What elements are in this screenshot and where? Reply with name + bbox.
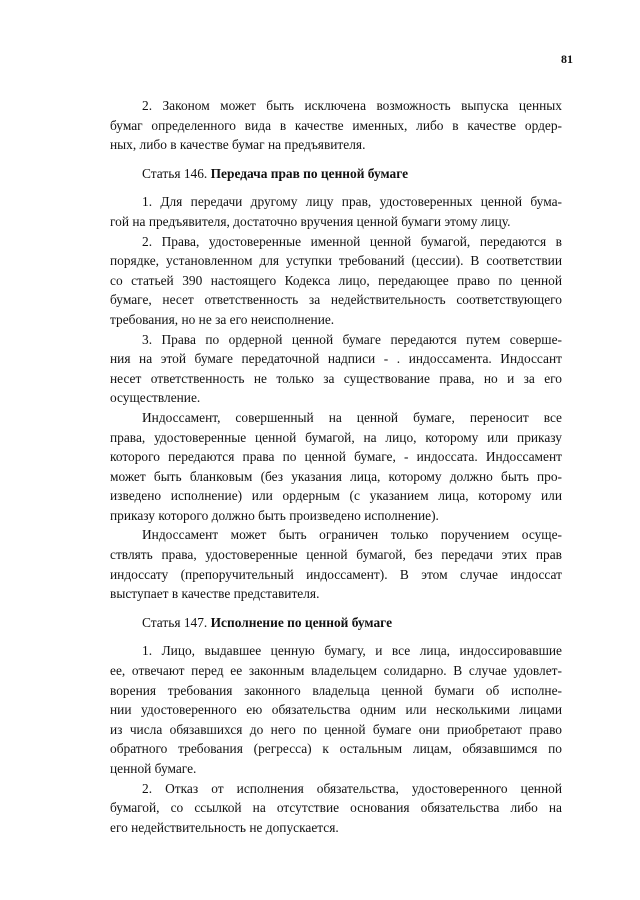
paragraph-147-2: [110, 779, 562, 838]
text-line: индоссату (препоручительный индоссамент). В этом случае индоссат: [110, 566, 562, 582]
text-line: осуществление.: [110, 390, 201, 406]
text-line: 2. Права, удостоверенные именной ценной бумагой, передаются в: [142, 233, 562, 249]
text-line: требования, но не за его неисполнение.: [110, 311, 335, 327]
text-line: выступает в качестве представителя.: [110, 586, 320, 602]
text-line: ценной бумаге.: [110, 761, 197, 776]
text-line: Индоссамент, совершенный на ценной бумаге, переносит все: [142, 409, 562, 425]
text-line: ее, отвечают перед ее законным владельцем солидарно. В случае удовлет-: [110, 663, 562, 679]
text-line: ных, либо в качестве бумаг на предъявителя.: [110, 137, 366, 153]
text-line: бумагой, со ссылкой на отсутствие основания обязательства либо на: [110, 800, 562, 816]
text-line: бумаге, несет ответственность за недействительность соответствующего: [110, 292, 562, 308]
text-line: ния на этой бумаге передаточной надписи - . индоссамента. Индоссант: [110, 351, 562, 367]
text-line: обратного требования (регресса) к остальным лицам, обязавшимся по: [110, 741, 562, 757]
article-147-heading: [110, 613, 562, 633]
text-line: 1. Лицо, выдавшее ценную бумагу, и все лица, индоссировавшие: [142, 643, 562, 659]
text-line: ствлять права, удостоверенные ценной бумагой, без передачи этих прав: [110, 547, 562, 563]
page-number: 81: [561, 52, 573, 66]
text-line: Индоссамент может быть ограничен только поручением осуще-: [142, 527, 562, 543]
paragraph-146-2: [110, 232, 562, 330]
text-line: может быть бланковым (без указания лица, которому должно быть про-: [110, 468, 562, 484]
text-line: порядке, установленном для уступки требований (цессии). В соответствии: [110, 253, 562, 269]
text-line: которого передаются права по ценной бумаге, - индоссата. Индоссамент: [110, 449, 562, 465]
text-line: бумаг определенного вида в качестве именных, либо в качестве ордер-: [110, 117, 562, 133]
text-line: 2. Законом может быть исключена возможность выпуска ценных: [142, 98, 562, 113]
text-line: его недействительность не допускается.: [110, 819, 339, 835]
article-label: Статья 146.: [142, 165, 208, 181]
text-line: из числа обязавшихся до него по ценной бумаге они приобретают право: [110, 721, 562, 737]
text-line: 3. Права по ордерной ценной бумаге передаются путем соверше-: [142, 331, 562, 347]
text-line: изведено исполнение) или ордерным (с указанием лица, которому или: [110, 488, 562, 504]
text-line: несет ответственность не только за существование права, но и за его: [110, 370, 562, 386]
paragraph-exclusion: [110, 96, 562, 155]
article-title: Передача прав по ценной бумаге: [210, 165, 409, 181]
text-line: нии удостоверенного ею обязательства одним или несколькими лицами: [110, 702, 562, 718]
text-line: права, удостоверенные ценной бумагой, на лицо, которому или приказу: [110, 429, 562, 445]
article-146-heading: [110, 164, 562, 184]
paragraph-146-3: [110, 330, 562, 408]
article-title: Исполнение по ценной бумаге: [210, 614, 393, 630]
text-line: со статьей 390 настоящего Кодекса лицо, передающее право по ценной: [110, 272, 562, 288]
paragraph-147-1: [110, 641, 562, 778]
text-line: 1. Для передачи другому лицу прав, удостоверенных ценной бума-: [142, 194, 562, 210]
text-line: ворения требования законного владельца ценной бумаги об исполне-: [110, 682, 562, 698]
text-line: гой на предъявителя, достаточно вручения ценной бумаги этому лицу.: [110, 213, 511, 229]
article-label: Статья 147.: [142, 614, 208, 630]
paragraph-146-1: [110, 192, 562, 231]
paragraph-146-4: [110, 408, 562, 526]
text-line: 2. Отказ от исполнения обязательства, удостоверенного ценной: [142, 780, 562, 796]
text-line: приказу которого должно быть произведено исполнение).: [110, 507, 439, 523]
paragraph-146-5: [110, 525, 562, 603]
page-content: [110, 96, 562, 837]
